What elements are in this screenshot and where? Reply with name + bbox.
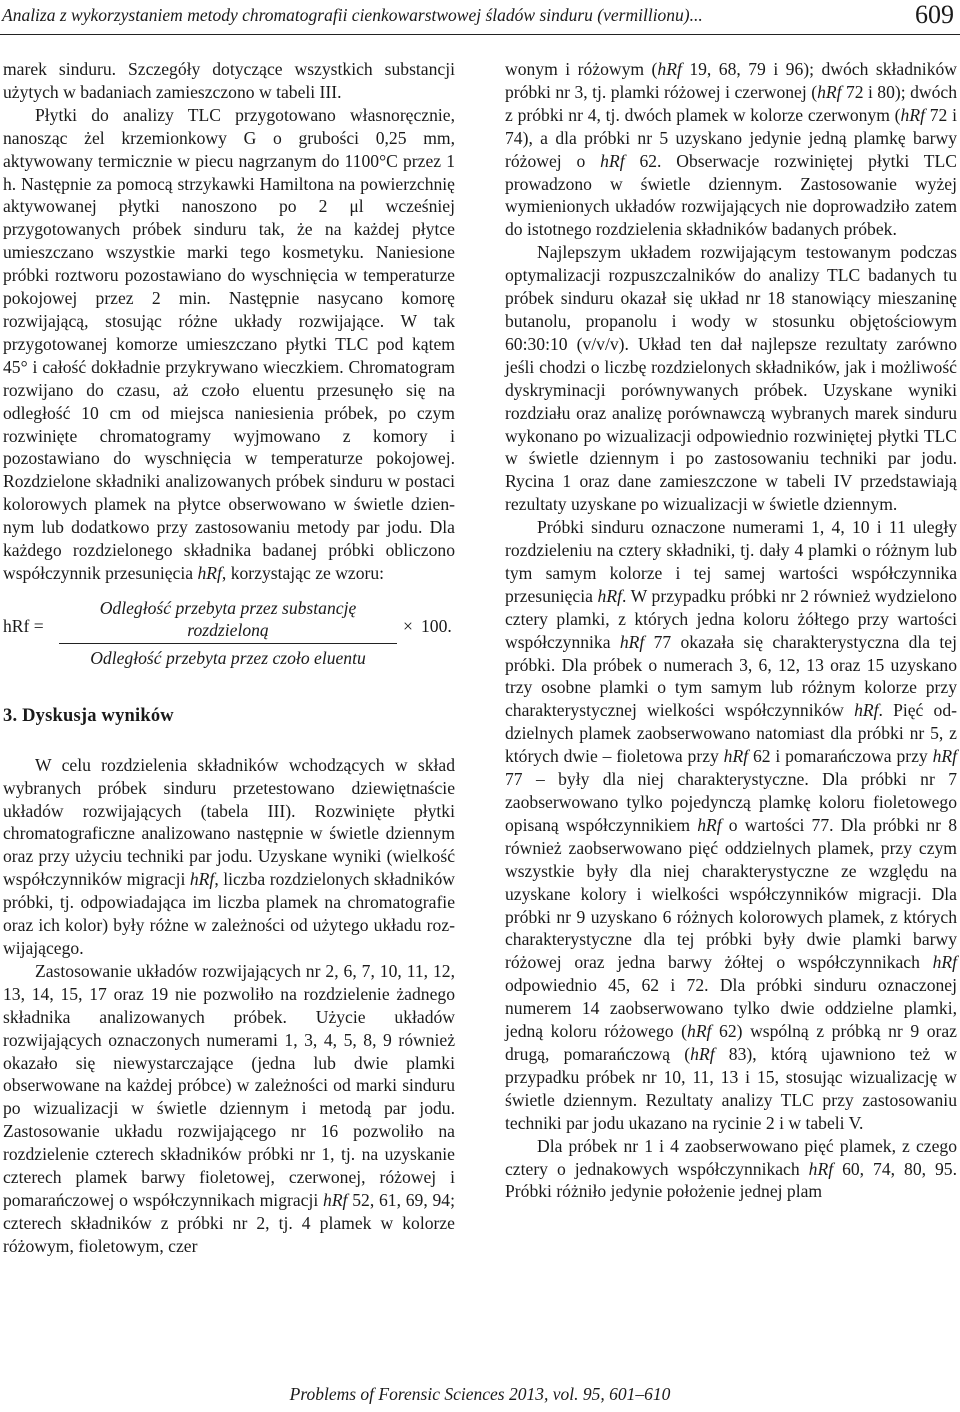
hrf-symbol: hRf (657, 59, 682, 79)
text-run: 62 i pomarańczowa przy (748, 746, 933, 767)
text-run: 77 – były dla niej charakterystyczne. Dla próbki nr 7 zaobserwowano tylko pojedynczą plamkę koloru fioletowego opisaną współczynnikiem (505, 769, 957, 835)
text-run: 52, 61, 69, 94; czterech składników z próbki nr 2, tj. 4 plamek w kolorze różowym, fioletowym, czer (3, 1189, 455, 1256)
hrf-symbol: hRf (690, 1043, 715, 1064)
text-run: 19, 68, 79 i 96); dwóch składników próbki nr 3, tj. plamki różowej i czerwonej ( (505, 59, 957, 102)
hrf-symbol: hRf (189, 869, 215, 890)
formula-lhs: hRf = (3, 615, 44, 636)
hrf-symbol: hRf (687, 1021, 712, 1042)
hrf-symbol: hRf (697, 814, 722, 835)
section-heading: 3. Dyskusja wyników (3, 705, 174, 726)
fraction-bar (59, 643, 397, 644)
text-run: , liczba rozdzielonych składników próbki, tj. odpowiadająca im liczba plamek na chromatografie oraz ich kolor) były różne w zależności od użytego układu rozwijającego. (3, 869, 455, 958)
text-run: 72 i 74), a dla próbki nr 5 uzyskano jedynie jedną plamkę barwy różowej o (505, 104, 957, 171)
text-run: 72 i 80); dwóch z próbki nr 4, tj. dwóch plamek w kolorze czerwonym ( (505, 81, 957, 125)
left-column (3, 58, 455, 1258)
text-run: , korzystając ze wzoru: (221, 562, 385, 583)
paragraph (505, 58, 957, 241)
hrf-symbol: hRf (197, 562, 222, 583)
page-footer: Problems of Forensic Sciences 2013, vol. 95, 601–610 (289, 1384, 671, 1404)
hrf-symbol: hRf (619, 631, 645, 652)
text-run: Zastosowanie układów rozwijających nr 2, 6, 7, 10, 11, 12, 13, 14, 15, 17 oraz 19 nie pozwoliło na rozdzielenie żadnego składnika analizowanych próbek. Użycie układów rozwijających oznaczonych numerami 1, 3, 4, 5, 8, 9 również okazało się niewystarczające (jedna lub dwie plamki obserwowane na każdej próbce) w zależności od marki sinduru po wizualizacji w świetle dziennym i metodą par jodu. Zastosowanie układu rozwijającego nr 16 pozwoliło na rozdzielenie czterech składników próbki nr 1, tj. na uzyskanie czterech plamek barwy fioletowej, czerwonej, różowej i pomarańczowej o współczynnikach migracji (3, 960, 455, 1210)
text-run: Próbki sinduru oznaczone numerami 1, 4, 10 i 11 uległy rozdzieleniu na cztery składniki, tj. dały 4 plamki o różnym lub tym samym kolorze i tej samej wartości współczynnika przesunięcia (505, 517, 957, 606)
hrf-symbol: hRf (932, 746, 957, 767)
hrf-symbol: hRf (900, 104, 925, 125)
paragraph (505, 516, 957, 1134)
paragraph (3, 960, 455, 1258)
hrf-symbol: hRf (323, 1189, 348, 1210)
hrf-symbol: hRf (854, 700, 879, 721)
text-run: 62. Obserwacje rozwiniętej płytki TLC prowadzono w świetle dziennym. Zastosowanie wyżej wymienionych układów rozwijających nie doprowadziło zatem do istotnego rozdzielenia składników badanych próbek. (505, 150, 957, 240)
page-number: 609 (915, 0, 954, 29)
multiply-sign: × (403, 615, 413, 636)
formula-numerator: Odległość przebyta przez substancję rozdzieloną (99, 597, 357, 640)
text-run: . Pięć oddzielnych plamek zaobserwowano natomiast dla próbki nr 5, z których dwie – fioletowa przy (505, 700, 957, 767)
hrf-symbol: hRf (723, 746, 749, 767)
paragraph: Najlepszym układem rozwijającym testowanym podczas optymalizacji rozpuszczalników do analizy TLC badanych tu próbek sinduru okazał się układ nr 18 stanowiący mieszaninę butanolu, propanolu i wody w stosunku objętościowym 60:30:10 (v/v/v). Układ ten dał najlepsze rezultaty zarówno jeśli chodzi o liczbę rozdzielonych składników, jak i możliwość dyskryminacji porównywanych próbek. Uzyskane wyniki rozdziału oraz analizę porównawczą wybranych marek sinduru wykonano po wizualizacji odpowiednio rozwiniętej płytki TLC w świetle dziennym i po zastosowaniu techniki par jodu. Rycina 1 oraz dane zamieszczone w tabeli IV przedstawiają rezultaty uzyskane po wizualizacji w świetle dziennym. (505, 242, 957, 515)
text-run: wonym i różowym ( (505, 59, 658, 79)
right-column (505, 58, 957, 1203)
paragraph (505, 1135, 957, 1204)
text-run: Dla próbek nr 1 i 4 zaobserwowano pięć plamek, z czego cztery o jednakowych współczynnikach (505, 1135, 957, 1179)
hrf-symbol: hRf (932, 952, 957, 973)
text-run: 60, 74, 80, 95. Próbki różniło jedynie położenie jednej plam (505, 1158, 957, 1202)
formula-denominator: Odległość przebyta przez czoło eluentu (90, 647, 366, 668)
hrf-symbol: hRf (808, 1158, 834, 1179)
running-head-title: Analiza z wykorzystaniem metody chromatografii cienkowarstwowej śladów sinduru (vermillionu)... (2, 5, 703, 25)
text-run: . W przypadku próbki nr 2 również wydzielono cztery plamki, z których jedna koloru żółtego przy wartości współczynnika (505, 585, 957, 652)
hrf-formula (3, 597, 455, 668)
hrf-symbol: hRf (817, 81, 842, 102)
text-run: o wartości 77. Dla próbki nr 8 również zaobserwowano pięć oddzielnych plamek, przy czym wszystkie były dla niej charakterystyczne ze względu na uzyskane kolory i wielkości współczynników migracji. Dla próbki nr 9 uzyskano 6 różnych kolorowych plamek, z których charakterystyczne dla tej próbki były dwie plamki barwy różowej oraz jedna barwy żółtej o współczynnikach (505, 814, 957, 973)
text-run: 62) wspólną z próbką nr 9 oraz drugą, pomarańczową ( (505, 1021, 957, 1064)
text-run: W celu rozdzielenia składników wchodzących w skład wybranych próbek sinduru przetestowano dziewiętnaście układów rozwijających (tabela III). Rozwinięte płytki chromatograficzne analizowano następnie w świetle dziennym oraz przy użyciu techniki par jodu. Uzyskane wyniki (wielkość współczynników migracji (3, 754, 455, 890)
text-run: odpowiednio 45, 62 i 72. Dla próbki sinduru oznaczonej numerem 14 zaobserwowano tylko dwie oddzielne plamki, jedną koloru różowego ( (505, 975, 957, 1042)
formula-fraction (59, 597, 397, 669)
formula-factor: 100. (421, 615, 452, 636)
paragraph (3, 104, 455, 585)
text-run: Płytki do analizy TLC przygotowano własnoręcznie, nanosząc żel krzemionkowy G o grubości 0,25 mm, aktywowany termicznie w piecu nagrzanym do 1100°C przez 1 h. Następnie za pomocą strzykawki Hamiltona na powierzchnię aktywowanej płytki nanoszono po 2 μl wcześniej przygotowanych próbek sinduru tak, że na każdej płytce umieszczano wszystkie marki tego kosmetyku. Naniesione próbki roztworu pozostawiano do wyschnięcia w temperaturze pokojowej przez 2 min. Następnie nasycano komorę rozwijającą, stosując różne układy rozwijające. W tak przygotowanej komorze umieszczano płytki TLC pod kątem 45° i całość dokładnie przykrywano wieczkiem. Chromatogram rozwijano do czasu, aż czoło eluentu przesunęło się na odległość 10 cm od miejsca naniesienia próbek, po czym rozwinięte chromatogramy wyjmowano z komory i pozostawiano do wyschnięcia w temperaturze pokojowej. Rozdzielone składniki analizowanych próbek sinduru w postaci kolorowych plamek na płytce obserwowano w świetle dziennym lub dodatkowo przy zastosowaniu metody par jodu. Dla każdego rozdzielonego składnika badanej próbki obliczono współczynnik przesunięcia (3, 104, 455, 583)
text-run: 83), którą ujawniono też w przypadku próbek nr 10, 11, 13 i 15, stosując wizualizację w świetle dziennym. Rezultaty analizy TLC przy zastosowaniu techniki par jodu ukazano na rycinie 2 i w tabeli V. (505, 1043, 957, 1133)
running-head (0, 0, 960, 35)
paragraph: marek sinduru. Szczegóły dotyczące wszystkich substancji użytych w badaniach zamieszczono w tabeli III. (3, 59, 455, 102)
hrf-symbol: hRf (597, 585, 622, 606)
paragraph (3, 754, 455, 960)
text-run: 77 okazała się charakterystyczna dla tej próbki. Dla próbek o numerach 3, 6, 12, 13 oraz 15 uzyskano trzy osobne plamki o tym samym lub różnym kolorze przy charakterystycznej wielkości współczynników (505, 631, 957, 721)
hrf-symbol: hRf (600, 150, 625, 171)
